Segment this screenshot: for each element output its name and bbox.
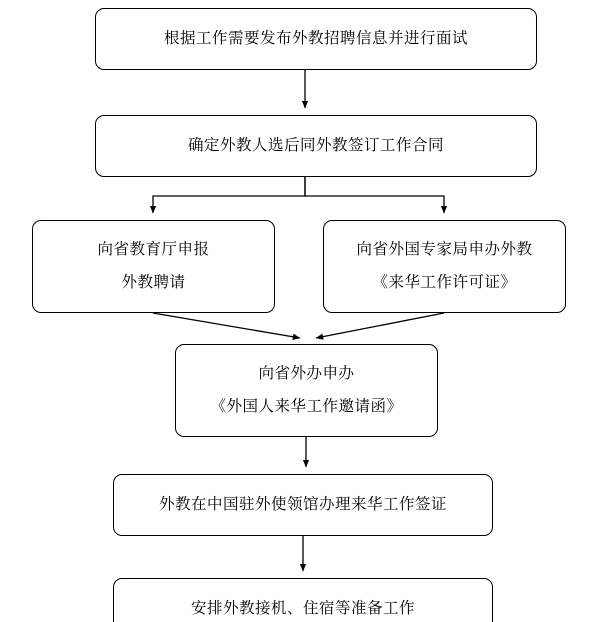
flow-node-text: 外教在中国驻外使领馆办理来华工作签证 <box>158 495 447 513</box>
connector-n4-n5 <box>316 313 444 338</box>
flow-node-recruit-post <box>95 8 537 70</box>
connector-n2-n4 <box>305 177 444 213</box>
flow-node-text: 《外国人来华工作邀请函》 <box>210 397 403 415</box>
flow-node-text: 确定外教人选后同外教签订工作合同 <box>187 136 444 154</box>
flow-node-education-department <box>32 220 275 313</box>
flow-node-sign-contract <box>95 115 537 177</box>
flow-node-text: 安排外教接机、住宿等准备工作 <box>190 599 415 617</box>
flow-node-foreign-affairs-office <box>175 344 438 437</box>
connector-n3-n5 <box>153 313 300 338</box>
flow-node-text: 外教聘请 <box>121 273 186 291</box>
flow-node-text: 向省外办申办 <box>258 364 355 382</box>
flow-node-text: 《来华工作许可证》 <box>372 273 517 291</box>
flow-node-foreign-experts-bureau <box>323 220 566 313</box>
flow-node-work-visa <box>113 474 493 536</box>
flow-node-text: 向省教育厅申报 <box>97 240 210 258</box>
flow-node-text: 根据工作需要发布外教招聘信息并进行面试 <box>163 29 468 47</box>
flow-node-arrival-arrangements <box>113 578 493 622</box>
flow-node-text: 向省外国专家局申办外教 <box>356 240 533 258</box>
connector-n2-n3 <box>153 177 305 213</box>
